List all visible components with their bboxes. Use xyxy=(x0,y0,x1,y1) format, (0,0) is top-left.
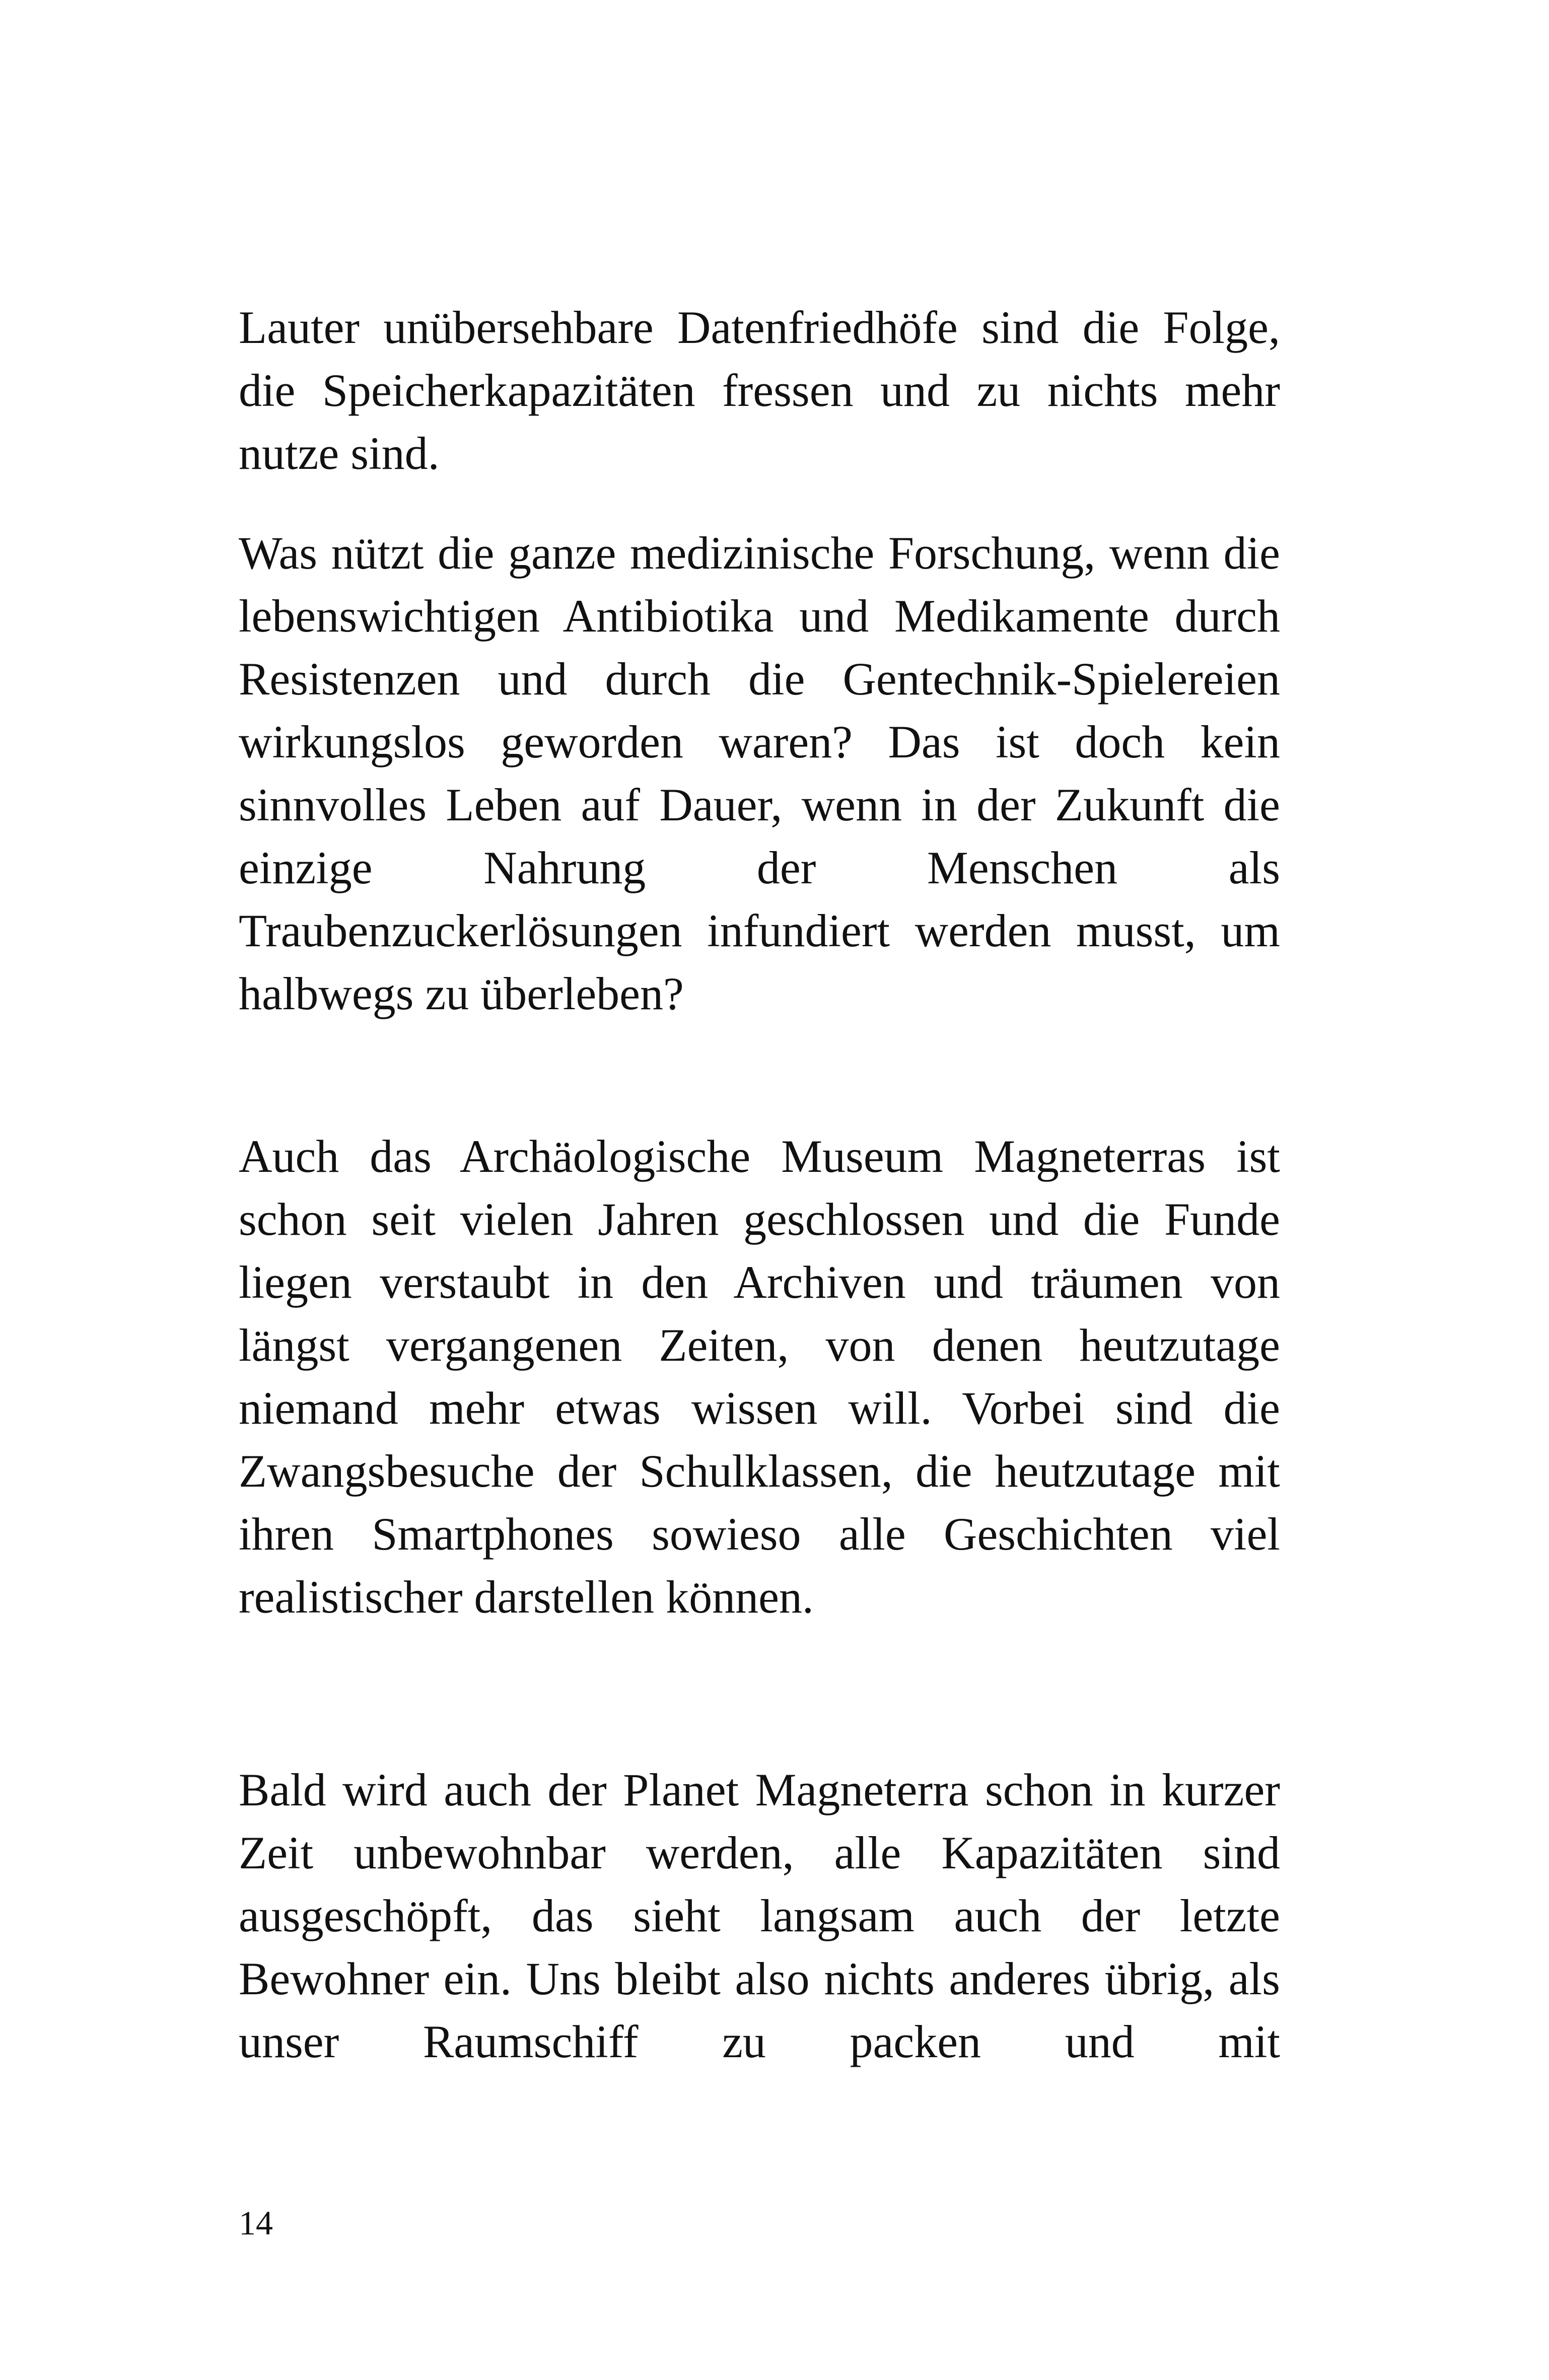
paragraph-2: Was nützt die ganze medizinische Forschung, wenn die lebenswichtigen Antibiotika und Medikamente durch Resistenzen und durch die Gentechnik-Spielereien wirkungslos geworden waren? Das ist doch kein sinnvolles Leben auf Dauer, wenn in der Zukunft die einzige Nahrung der Menschen als Traubenzuckerlösungen infundiert werden musst, um halbwegs zu überleben? xyxy=(239,527,1280,1019)
paragraph-4: Bald wird auch der Planet Magneterra schon in kurzer Zeit unbewohnbar werden, alle Kapazitäten sind ausgeschöpft, das sieht langsam auch der letzte Bewohner ein. Uns bleibt also nichts anderes übrig, als unser Raumschiff zu packen und mit xyxy=(239,1764,1280,2067)
page-number: 14 xyxy=(239,2204,273,2242)
paragraph-3: Auch das Archäologische Museum Magneterras ist schon seit vielen Jahren geschlossen und die Funde liegen verstaubt in den Archiven und träumen von längst vergangenen Zeiten, von denen heutzutage niemand mehr etwas wissen will. Vorbei sind die Zwangsbesuche der Schulklassen, die heutzutage mit ihren Smartphones sowieso alle Geschichten viel realistischer darstellen können. xyxy=(239,1131,1280,1623)
paragraph-1: Lauter unübersehbare Datenfriedhöfe sind die Folge, die Speicherkapazitäten fressen und zu nichts mehr nutze sind. xyxy=(239,302,1280,479)
